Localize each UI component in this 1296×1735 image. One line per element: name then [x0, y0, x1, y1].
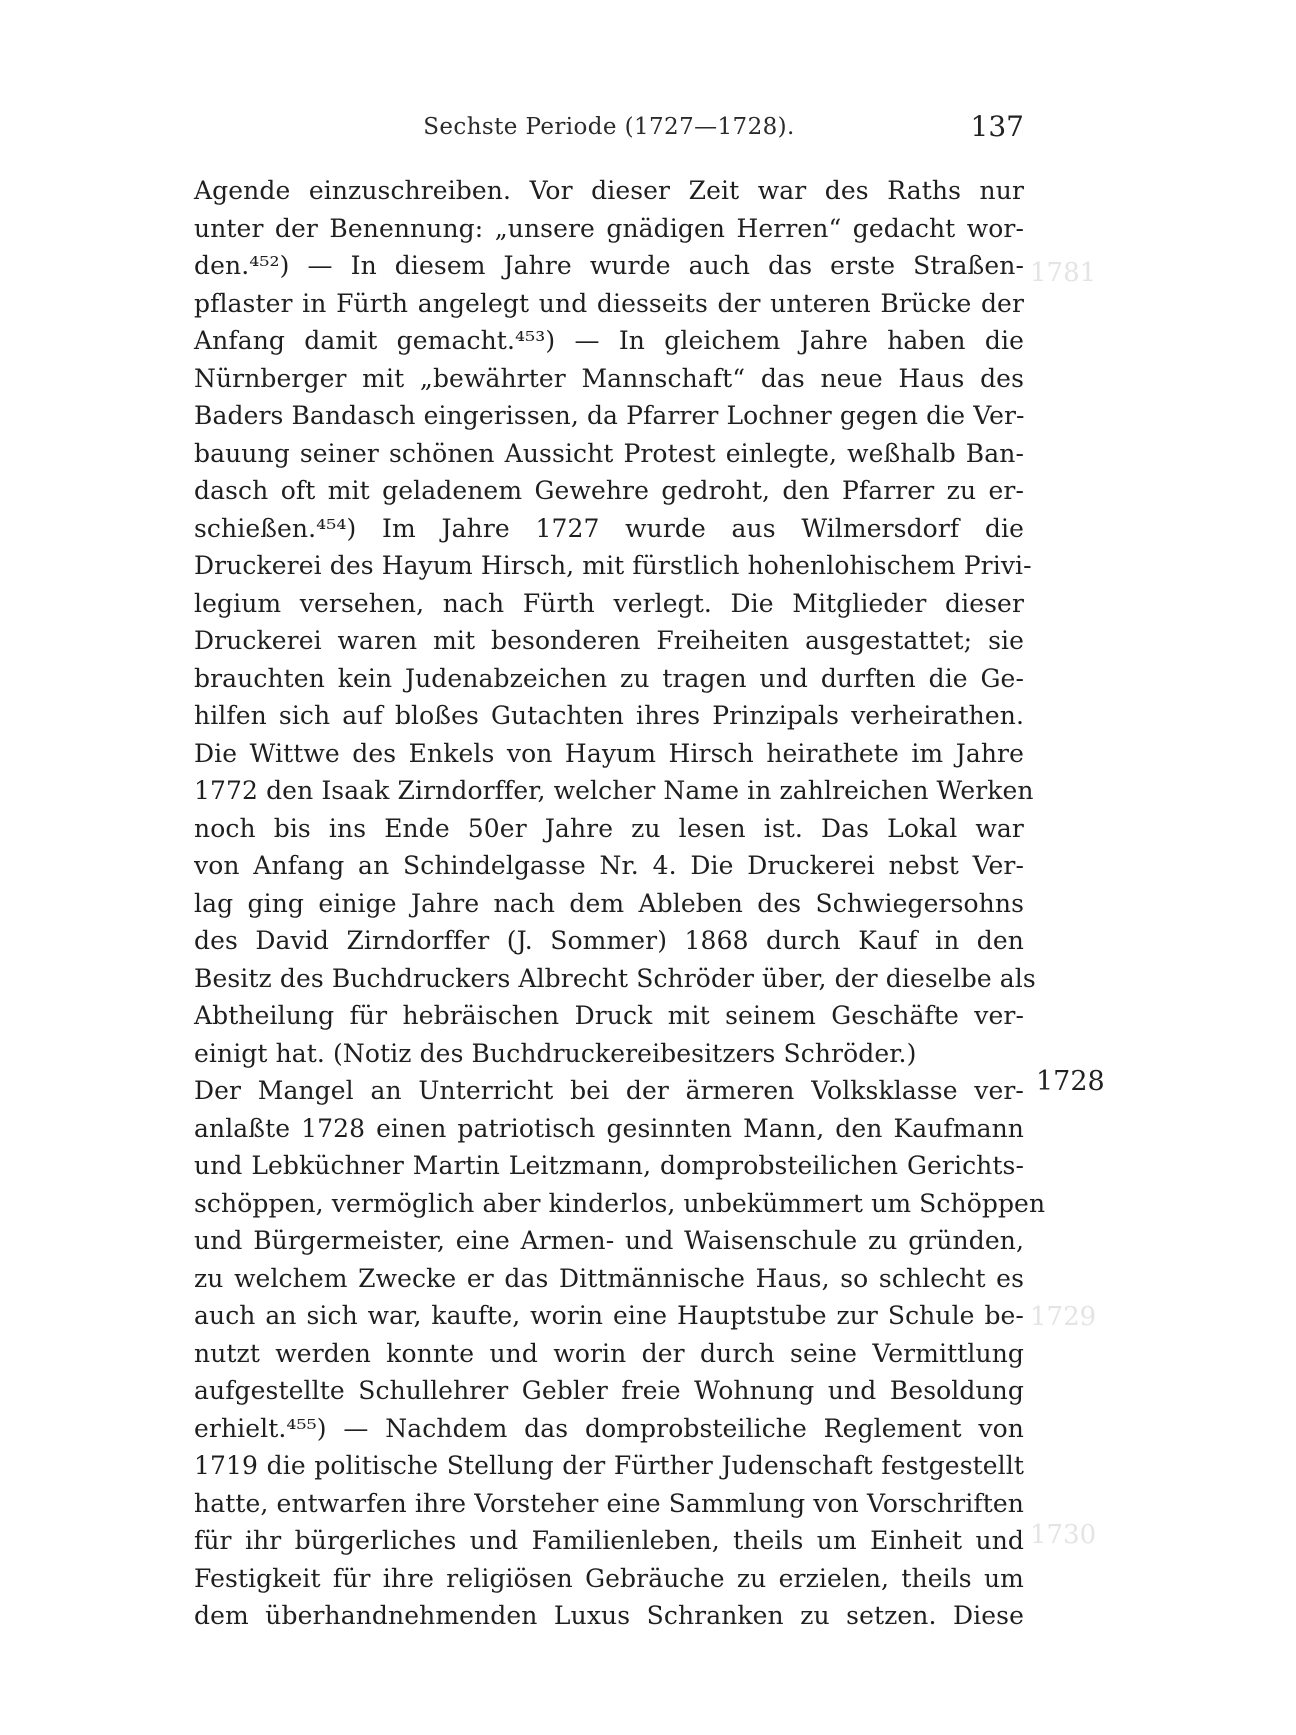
bleed-through-mark: 1729 — [1030, 1302, 1097, 1332]
text-line: schießen.⁴⁵⁴) Im Jahre 1727 wurde aus Wilmersdorf die — [194, 513, 1024, 543]
text-line: den.⁴⁵²) — In diesem Jahre wurde auch das erste Straßen- — [194, 251, 1024, 280]
text-line: anlaßte 1728 einen patriotisch gesinnten Mann, den Kaufmann — [194, 1113, 1024, 1143]
text-line: Der Mangel an Unterricht bei der ärmeren Volksklasse ver- — [194, 1076, 1024, 1105]
text-line: aufgestellte Schullehrer Gebler freie Wohnung und Besoldung — [194, 1376, 1024, 1405]
text-line: brauchten kein Judenabzeichen zu tragen und durften die Ge- — [194, 663, 1024, 693]
page-number: 137 — [970, 110, 1024, 143]
text-line: dasch oft mit geladenem Gewehre gedroht, den Pfarrer zu er- — [194, 476, 1024, 505]
text-line: auch an sich war, kaufte, worin eine Hauptstube zur Schule be- — [194, 1301, 1024, 1330]
text-line: Baders Bandasch eingerissen, da Pfarrer Lochner gegen die Ver- — [194, 401, 1025, 430]
text-line: legium versehen, nach Fürth verlegt. Die Mitglieder dieser — [194, 588, 1024, 618]
text-line: hatte, entwarfen ihre Vorsteher eine Sammlung von Vorschriften — [194, 1488, 1024, 1518]
text-line: hilfen sich auf bloßes Gutachten ihres Prinzipals verheirathen. — [194, 701, 1024, 730]
text-line: Abtheilung für hebräischen Druck mit seinem Geschäfte ver- — [194, 1001, 1024, 1030]
text-line: lag ging einige Jahre nach dem Ableben des Schwiegersohns — [194, 888, 1024, 918]
text-line: einigt hat. (Notiz des Buchdruckereibesitzers Schröder.) — [194, 1038, 917, 1068]
running-title: Sechste Periode (1727—1728). — [423, 114, 795, 140]
text-line: erhielt.⁴⁵⁵) — Nachdem das domprobsteiliche Reglement von — [194, 1413, 1024, 1443]
page-header — [194, 108, 1024, 152]
body-text — [194, 172, 1046, 1635]
text-line: dem überhandnehmenden Luxus Schranken zu setzen. Diese — [194, 1601, 1024, 1630]
bleed-through-mark: 1730 — [1030, 1520, 1097, 1550]
text-line: noch bis ins Ende 50er Jahre zu lesen ist. Das Lokal war — [194, 813, 1024, 843]
margin-year-note: 1728 — [1036, 1066, 1105, 1097]
text-line: des David Zirndorffer (J. Sommer) 1868 durch Kauf in den — [194, 926, 1024, 955]
bleed-through-mark: 1781 — [1030, 258, 1097, 288]
text-line: Anfang damit gemacht.⁴⁵³) — In gleichem Jahre haben die — [194, 326, 1024, 355]
text-line: pflaster in Fürth angelegt und diesseits der unteren Brücke der — [194, 288, 1024, 318]
text-line: 1772 den Isaak Zirndorffer, welcher Name in zahlreichen Werken — [194, 776, 1034, 805]
text-line: von Anfang an Schindelgasse Nr. 4. Die Druckerei nebst Ver- — [194, 851, 1024, 880]
text-line: nutzt werden konnte und worin der durch seine Vermittlung — [194, 1338, 1024, 1368]
text-line: und Lebküchner Martin Leitzmann, domprobsteilichen Gerichts- — [194, 1151, 1024, 1180]
text-line: Besitz des Buchdruckers Albrecht Schröder über, der dieselbe als — [194, 963, 1036, 993]
text-line: Agende einzuschreiben. Vor dieser Zeit war des Raths nur — [194, 176, 1024, 205]
text-line: für ihr bürgerliches und Familienleben, theils um Einheit und — [194, 1526, 1024, 1555]
text-line: bauung seiner schönen Aussicht Protest einlegte, weßhalb Ban- — [194, 438, 1024, 468]
text-line: schöppen, vermöglich aber kinderlos, unbekümmert um Schöppen — [194, 1188, 1046, 1218]
text-line: Druckerei waren mit besonderen Freiheiten ausgestattet; sie — [194, 626, 1024, 655]
text-line: Nürnberger mit „bewährter Mannschaft“ das neue Haus des — [194, 363, 1024, 393]
text-line: unter der Benennung: „unsere gnädigen Herren“ gedacht wor- — [194, 213, 1024, 243]
text-line: 1719 die politische Stellung der Fürther Judenschaft festgestellt — [194, 1451, 1024, 1480]
text-line: Druckerei des Hayum Hirsch, mit fürstlich hohenlohischem Privi- — [194, 551, 1032, 580]
text-line: und Bürgermeister, eine Armen- und Waisenschule zu gründen, — [194, 1226, 1024, 1255]
text-line: Festigkeit für ihre religiösen Gebräuche zu erzielen, theils um — [194, 1563, 1024, 1593]
text-line: zu welchem Zwecke er das Dittmännische Haus, so schlecht es — [194, 1263, 1024, 1293]
text-line: Die Wittwe des Enkels von Hayum Hirsch heirathete im Jahre — [194, 738, 1024, 768]
